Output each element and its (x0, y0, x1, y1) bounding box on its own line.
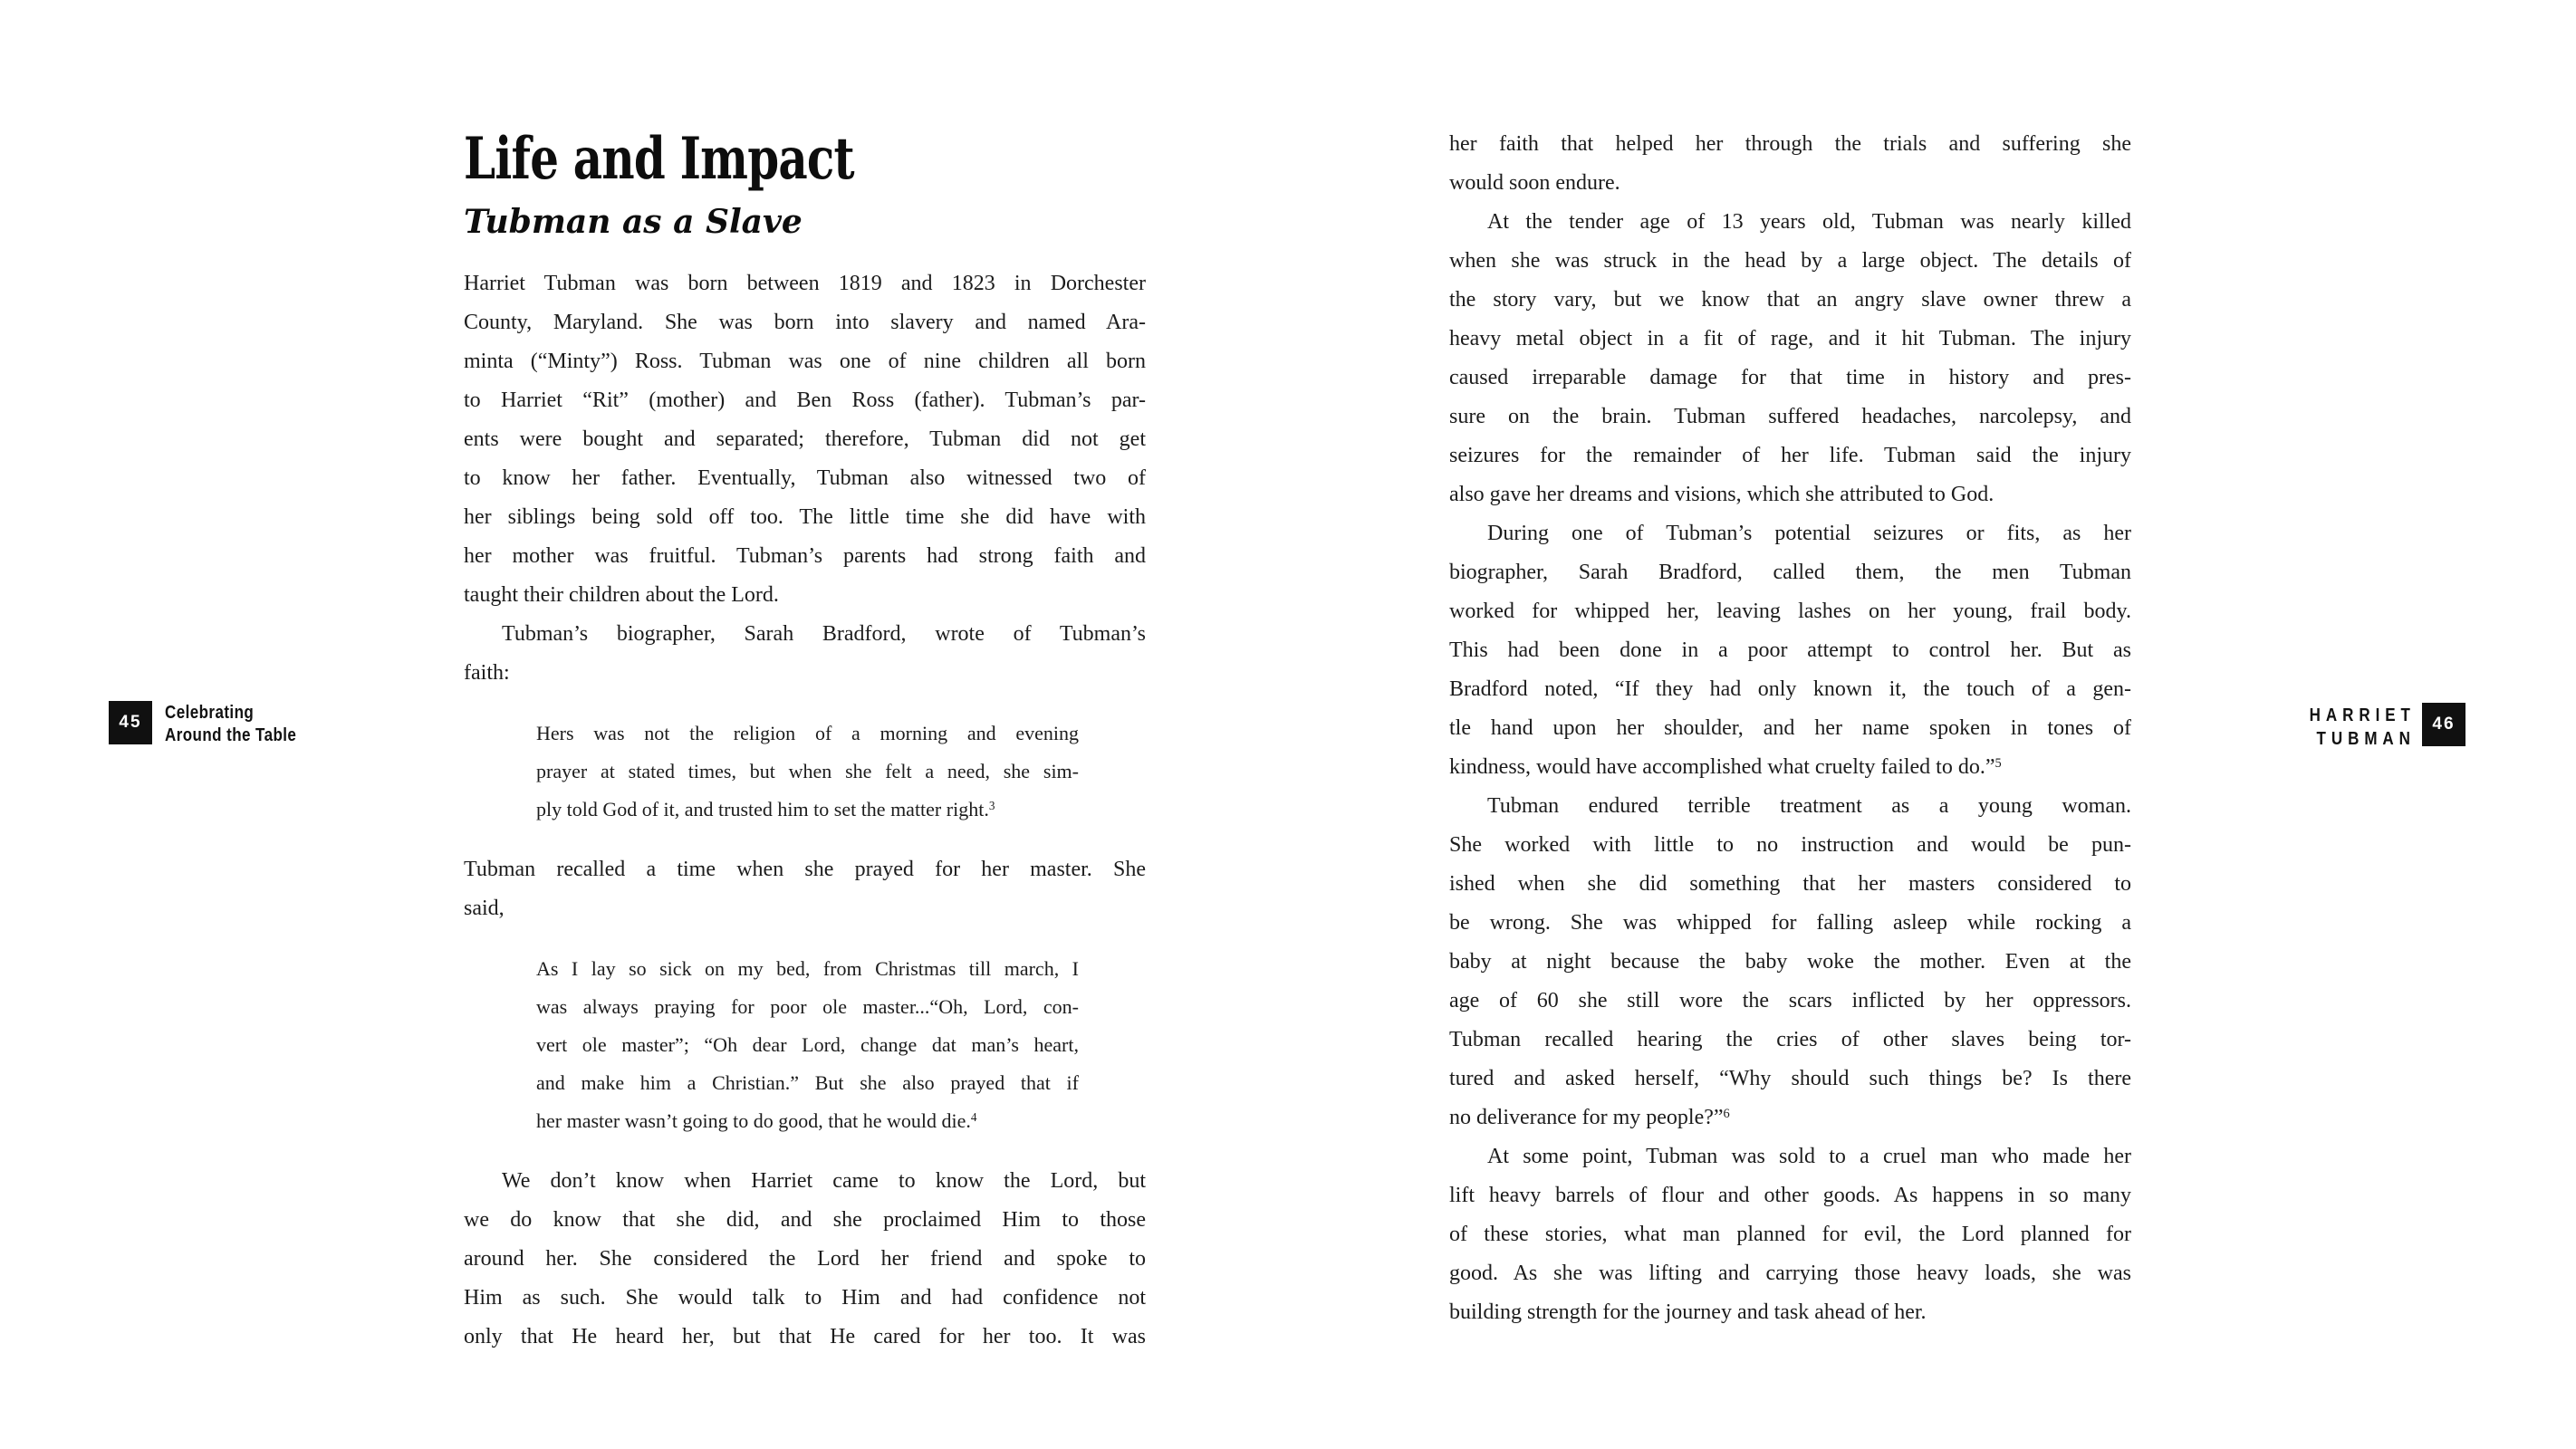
text-line: Hers was not the religion of a morning and evening (536, 722, 1079, 744)
text-line: Tubman’s biographer, Sarah Bradford, wrote of Tubman’s (502, 622, 1146, 646)
left-page-body (464, 264, 1146, 1357)
text-line: worked for whipped her, leaving lashes on her young, frail body. (1449, 600, 2131, 623)
text-line: lift heavy barrels of flour and other goods. As happens in so many (1449, 1184, 2131, 1207)
text-line: minta (“Minty”) Ross. Tubman was one of nine children all born (464, 350, 1146, 373)
section-heading: Tubman as a Slave (464, 203, 803, 241)
text-line: As I lay so sick on my bed, from Christmas till march, I (536, 957, 1079, 980)
body-paragraph (464, 264, 1146, 615)
right-running-head (2310, 703, 2416, 751)
text-line: building strength for the journey and task ahead of her. (1449, 1300, 1927, 1324)
text-line: kindness, would have accomplished what cruelty failed to do.”$^5$ (1449, 755, 2002, 779)
text-line: ents were bought and separated; therefore, Tubman did not get (464, 427, 1146, 451)
text-line: was always praying for poor ole master...“Oh, Lord, con- (536, 995, 1079, 1018)
text-line: around her. She considered the Lord her friend and spoke to (464, 1247, 1146, 1271)
text-line: Harriet Tubman was born between 1819 and 1823 in Dorchester (464, 272, 1146, 295)
text-line: her master wasn’t going to do good, that he would die.$^4$ (536, 1109, 977, 1132)
text-line: also gave her dreams and visions, which she attributed to God. (1449, 483, 1994, 506)
text-line: We don’t know when Harriet came to know the Lord, but (502, 1169, 1146, 1193)
text-line: Bradford noted, “If they had only known it, the touch of a gen- (1449, 677, 2131, 701)
right-page-marker (2291, 703, 2465, 751)
text-line: County, Maryland. She was born into slavery and named Ara- (464, 311, 1146, 334)
right-page-text-column (1449, 125, 2131, 1332)
text-line: heavy metal object in a fit of rage, and it hit Tubman. The injury (1449, 327, 2131, 350)
text-line: seizures for the remainder of her life. Tubman said the injury (1449, 444, 2131, 467)
text-line: faith: (464, 661, 510, 685)
text-line: Tubman recalled a time when she prayed for her master. She (464, 858, 1146, 881)
block-quote (464, 715, 1146, 829)
text-line: her mother was fruitful. Tubman’s parents had strong faith and (464, 544, 1146, 568)
text-line: said, (464, 897, 505, 920)
body-paragraph (1449, 1137, 2131, 1332)
block-quote (464, 950, 1146, 1140)
right-page-body (1449, 125, 2131, 1332)
text-line: her siblings being sold off too. The little time she did have with (464, 505, 1146, 529)
text-line: tured and asked herself, “Why should such things be? Is there (1449, 1067, 2131, 1090)
body-paragraph (464, 1162, 1146, 1357)
text-line: caused irreparable damage for that time in history and pres- (1449, 366, 2131, 389)
text-line: age of 60 she still wore the scars inflicted by her oppressors. (1449, 989, 2131, 1012)
body-paragraph (1449, 203, 2131, 514)
text-line: her faith that helped her through the trials and suffering she (1449, 132, 2131, 156)
text-line: She worked with little to no instruction and would be pun- (1449, 833, 2131, 857)
text-line: to know her father. Eventually, Tubman also witnessed two of (464, 466, 1146, 490)
text-line: At the tender age of 13 years old, Tubman was nearly killed (1487, 210, 2131, 234)
text-line: would soon endure. (1449, 171, 1620, 195)
body-paragraph (1449, 125, 2131, 203)
text-line: Tubman recalled hearing the cries of other slaves being tor- (1449, 1028, 2131, 1051)
running-head-line: HARRIET (2309, 705, 2416, 725)
body-paragraph (1449, 514, 2131, 787)
text-line: At some point, Tubman was sold to a cruel man who made her (1487, 1145, 2131, 1168)
text-line: of these stories, what man planned for evil, the Lord planned for (1449, 1223, 2131, 1246)
running-head-line: TUBMAN (2316, 729, 2416, 749)
text-line: prayer at stated times, but when she felt a need, she sim- (536, 760, 1079, 782)
text-line: ished when she did something that her masters considered to (1449, 872, 2131, 896)
text-line: we do know that she did, and she proclaimed Him to those (464, 1208, 1146, 1232)
text-line: only that He heard her, but that He cared for her too. It was (464, 1325, 1146, 1348)
left-running-head (165, 701, 296, 747)
body-paragraph (464, 850, 1146, 928)
text-line: be wrong. She was whipped for falling asleep while rocking a (1449, 911, 2131, 935)
text-line: tle hand upon her shoulder, and her name spoken in tones of (1449, 716, 2131, 740)
text-line: no deliverance for my people?”$^6$ (1449, 1106, 1730, 1129)
running-head-line: Celebrating (165, 703, 255, 723)
text-line: ply told God of it, and trusted him to set the matter right.$^3$ (536, 798, 995, 820)
text-line: taught their children about the Lord. (464, 583, 779, 607)
text-line: During one of Tubman’s potential seizures or fits, as her (1487, 522, 2131, 545)
text-line: baby at night because the baby woke the mother. Even at the (1449, 950, 2131, 974)
left-page-text-column (464, 127, 1146, 1357)
left-page-marker (109, 701, 320, 747)
text-line: vert ole master”; “Oh dear Lord, change dat man’s heart, (536, 1033, 1079, 1056)
text-line: biographer, Sarah Bradford, called them, the men Tubman (1449, 561, 2131, 584)
body-paragraph (464, 615, 1146, 693)
text-line: the story vary, but we know that an angry slave owner threw a (1449, 288, 2131, 312)
text-line: Him as such. She would talk to Him and had confidence not (464, 1286, 1146, 1310)
text-line: and make him a Christian.” But she also prayed that if (536, 1071, 1079, 1094)
text-line: This had been done in a poor attempt to control her. But as (1449, 638, 2131, 662)
left-page-number-badge: 45 (109, 701, 152, 744)
text-line: to Harriet “Rit” (mother) and Ben Ross (father). Tubman’s par- (464, 389, 1146, 412)
text-line: Tubman endured terrible treatment as a young woman. (1487, 794, 2131, 818)
chapter-title: Life and Impact (464, 125, 854, 193)
text-line: when she was struck in the head by a large object. The details of (1449, 249, 2131, 273)
text-line: good. As she was lifting and carrying those heavy loads, she was (1449, 1262, 2131, 1285)
running-head-line: Around the Table (165, 725, 297, 745)
body-paragraph (1449, 787, 2131, 1137)
text-line: sure on the brain. Tubman suffered headaches, narcolepsy, and (1449, 405, 2131, 428)
right-page-number-badge: 46 (2422, 703, 2465, 746)
